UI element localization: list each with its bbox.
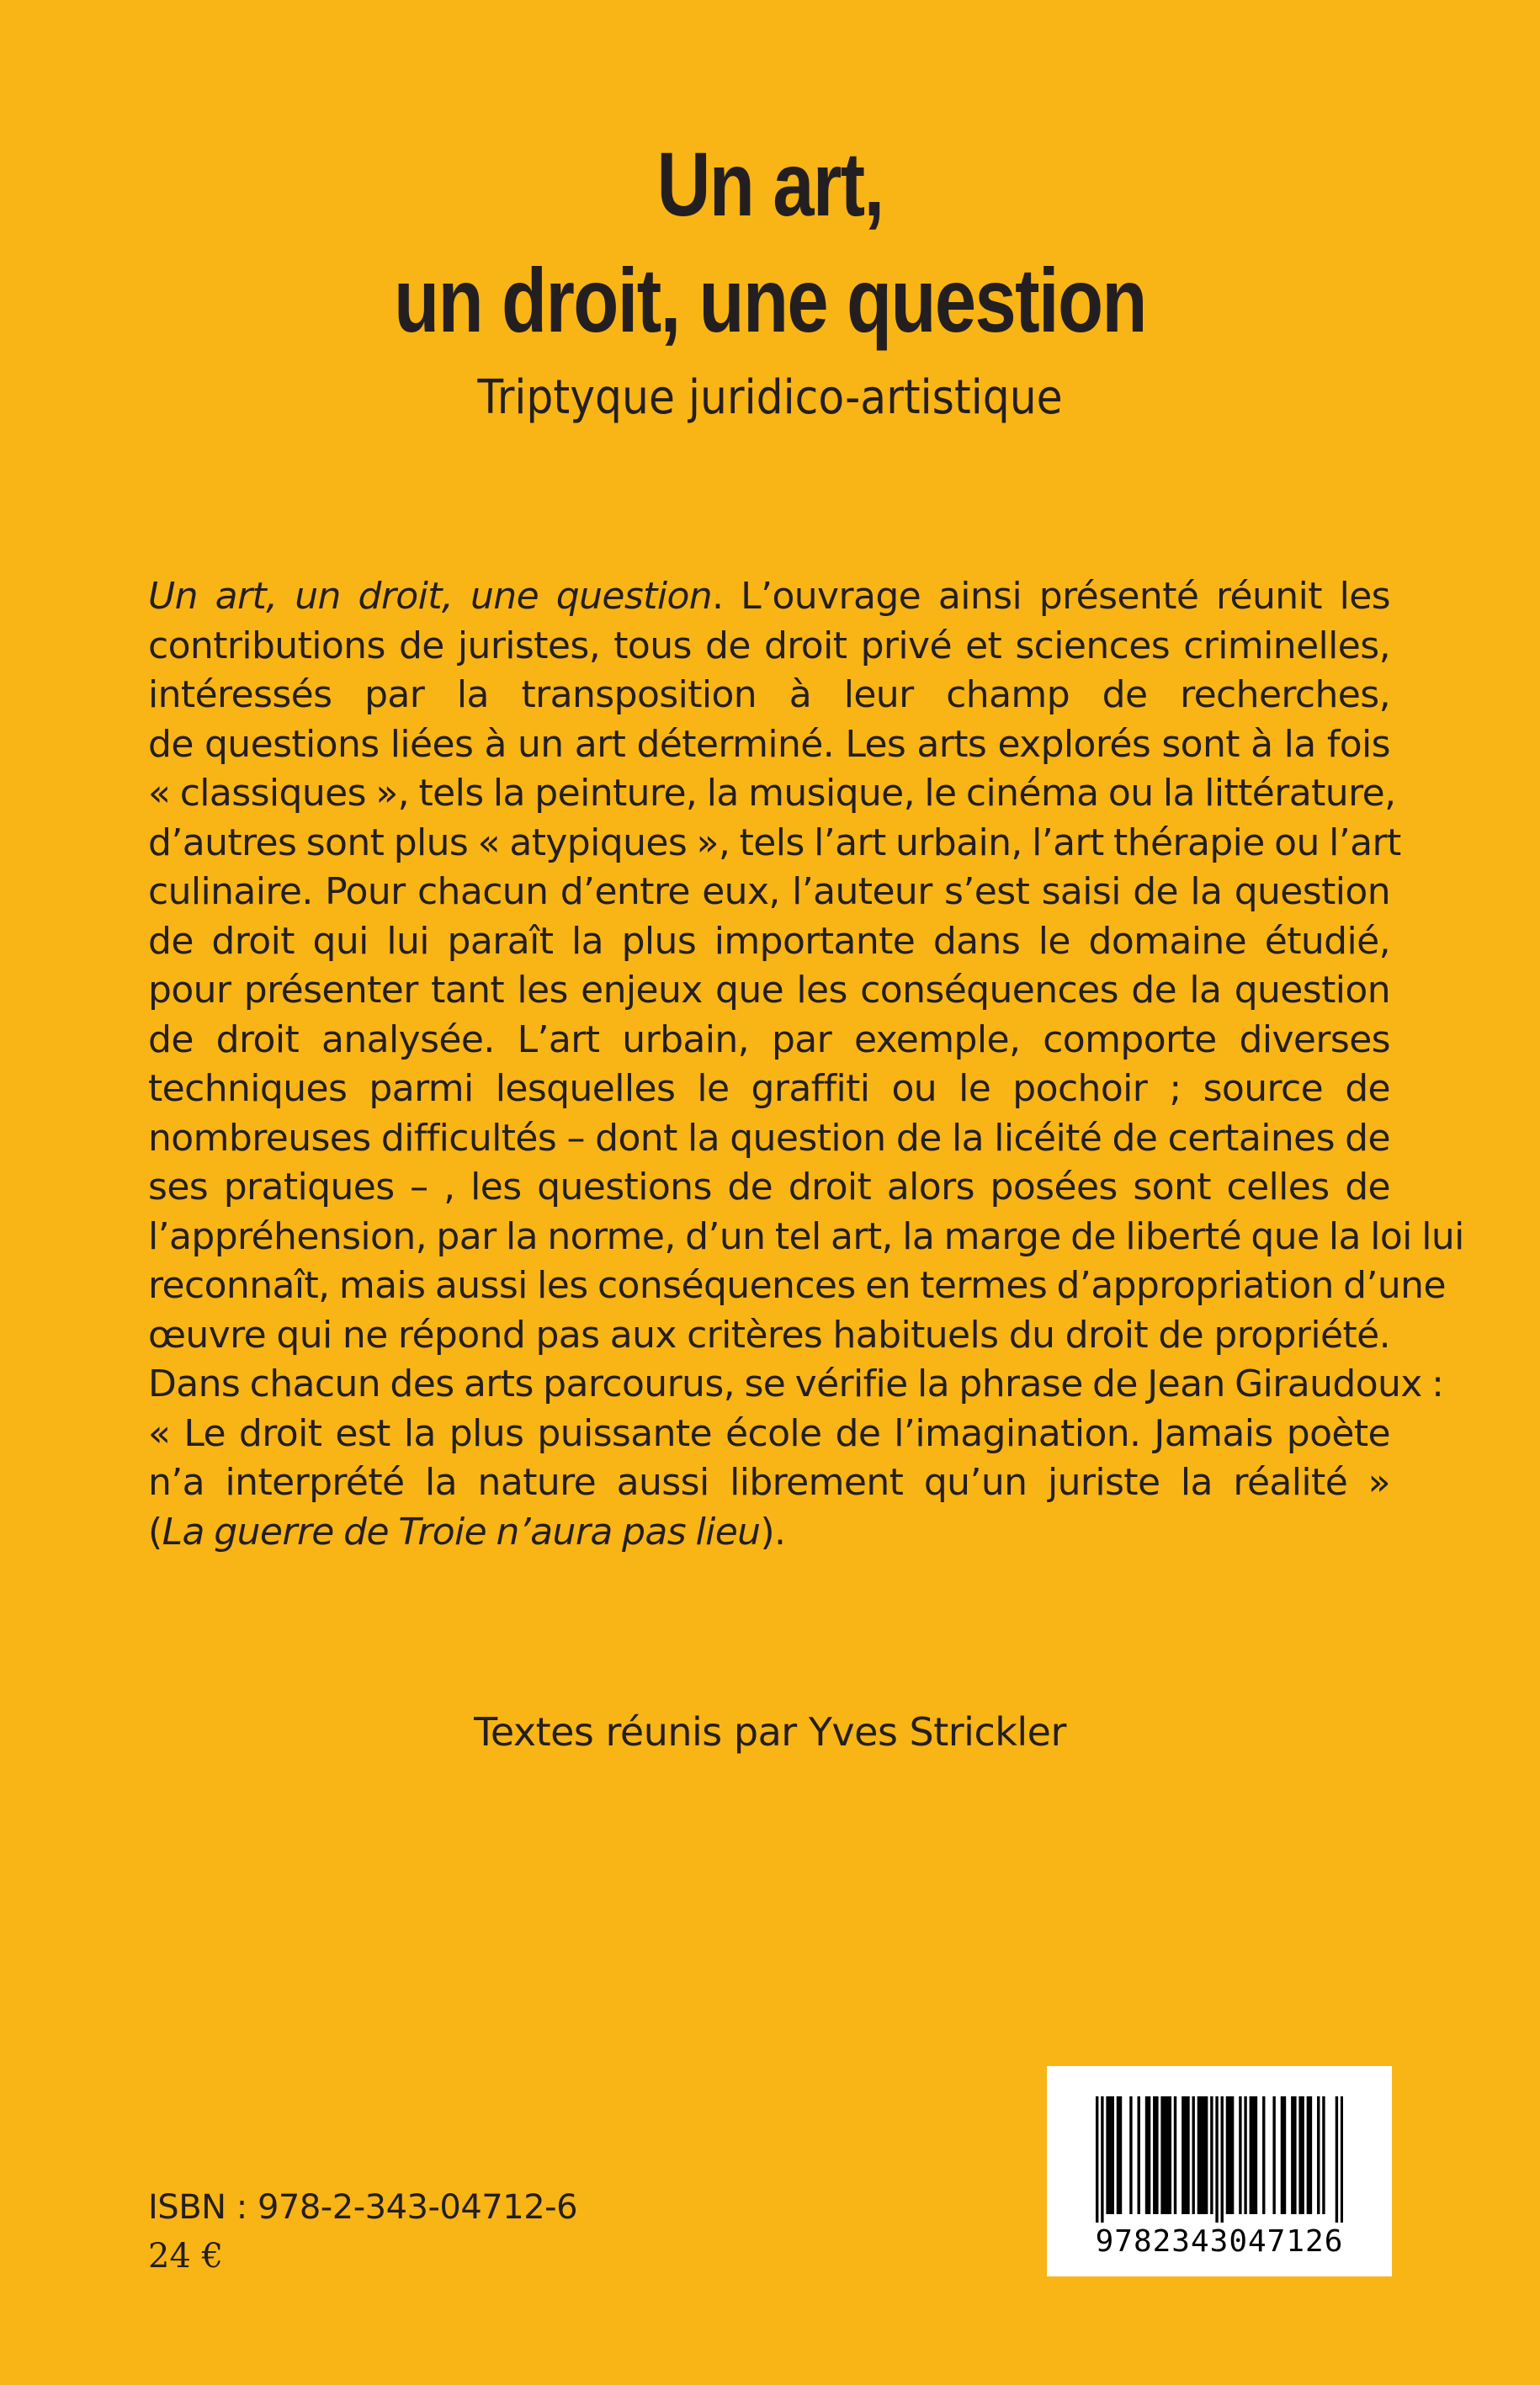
blurb-line: n’a interprété la nature aussi librement qu’un juriste la réalité » — [148, 1461, 1390, 1504]
barcode-bar — [1155, 2096, 1158, 2214]
barcode-bar — [1096, 2096, 1098, 2223]
barcode-bar — [1252, 2096, 1255, 2214]
barcode-bar — [1341, 2096, 1343, 2223]
barcode-bar — [1163, 2096, 1166, 2214]
barcode-bar — [1281, 2096, 1283, 2214]
barcode-bar — [1293, 2096, 1296, 2214]
barcode-bar — [1255, 2096, 1257, 2214]
barcode-bar — [1231, 2096, 1234, 2214]
barcode-bar — [1184, 2096, 1187, 2214]
barcode-bar — [1322, 2096, 1325, 2214]
barcode-bar — [1182, 2096, 1184, 2214]
barcode-number: 9782343047126 — [1095, 2224, 1344, 2259]
barcode-bar — [1197, 2096, 1200, 2214]
barcode-bar — [1307, 2096, 1309, 2214]
barcode-bar — [1108, 2096, 1111, 2214]
blurb-line: d’autres sont plus « atypiques », tels l’art urbain, l’art thérapie ou l’art — [148, 821, 1401, 864]
barcode-bar — [1101, 2096, 1103, 2223]
barcode-bar — [1262, 2096, 1265, 2214]
barcode-bar — [1203, 2096, 1205, 2214]
blurb-line: contributions de juristes, tous de droit privé et sciences criminelles, — [148, 624, 1390, 667]
barcode-bar — [1239, 2096, 1241, 2214]
barcode-bar — [1187, 2096, 1189, 2214]
barcode-bar — [1169, 2096, 1171, 2214]
barcode-bar — [1119, 2096, 1122, 2214]
barcode-bar — [1301, 2096, 1304, 2214]
barcode-bar — [1192, 2096, 1195, 2214]
barcode-bar — [1117, 2096, 1119, 2214]
barcode-icon — [1096, 2096, 1343, 2223]
barcode-bar — [1138, 2096, 1140, 2214]
barcode-bar — [1291, 2096, 1293, 2214]
book-title-line-2: un droit, une question — [394, 249, 1146, 351]
barcode-bar — [1166, 2096, 1169, 2214]
barcode-bar — [1244, 2096, 1246, 2214]
blurb-line: pour présenter tant les enjeux que les conséquences de la question — [148, 969, 1390, 1012]
barcode-bar — [1336, 2096, 1338, 2223]
barcode-bar — [1226, 2096, 1229, 2214]
price-text: 24 € — [148, 2237, 224, 2276]
blurb-line: de droit qui lui paraît la plus importante dans le domaine étudié, — [148, 919, 1390, 963]
blurb-line: œuvre qui ne répond pas aux critères habituels du droit de propriété. — [148, 1313, 1390, 1357]
barcode-bar — [1112, 2096, 1114, 2214]
barcode-bar — [1221, 2096, 1224, 2223]
blurb-line: nombreuses difficultés – dont la question de la licéité de certaines de — [148, 1116, 1390, 1160]
blurb-line: ses pratiques – , les questions de droit alors posées sont celles de — [148, 1166, 1390, 1208]
barcode-bar — [1174, 2096, 1176, 2214]
blurb-line: techniques parmi lesquelles le graffiti ou le pochoir ; source de — [148, 1067, 1390, 1110]
editor-credit: Textes réunis par Yves Strickler — [474, 1709, 1066, 1755]
barcode-bar — [1129, 2096, 1132, 2214]
barcode-bar — [1272, 2096, 1275, 2214]
barcode-bar — [1317, 2096, 1320, 2214]
book-subtitle: Triptyque juridico-artistique — [477, 370, 1063, 425]
barcode-bar — [1148, 2096, 1150, 2214]
blurb-line: l’appréhension, par la norme, d’un tel art, la marge de liberté que la loi lui — [148, 1214, 1464, 1258]
back-cover-blurb — [148, 572, 1464, 1557]
barcode-bar — [1200, 2096, 1203, 2214]
barcode-bar — [1160, 2096, 1163, 2214]
isbn-text: ISBN : 978-2-343-04712-6 — [148, 2188, 578, 2227]
barcode-bar — [1145, 2096, 1148, 2214]
blurb-line: Un art, un droit, une question. L’ouvrage ainsi présenté réunit les — [148, 575, 1390, 618]
barcode-bar — [1283, 2096, 1286, 2214]
book-title — [139, 126, 1402, 359]
blurb-line: de questions liées à un art déterminé. Les arts explorés sont à la fois — [148, 722, 1390, 766]
book-title-line-1: Un art, — [656, 133, 884, 235]
barcode-bar — [1298, 2096, 1301, 2214]
barcode-bar — [1210, 2096, 1213, 2214]
blurb-line: reconnaît, mais aussi les conséquences en termes d’appropriation d’une — [148, 1264, 1446, 1307]
barcode-bar — [1309, 2096, 1312, 2214]
blurb-line: culinaire. Pour chacun d’entre eux, l’auteur s’est saisi de la question — [148, 870, 1390, 913]
blurb-line: « Le droit est la plus puissante école de l’imagination. Jamais poète — [148, 1411, 1390, 1455]
barcode-bar — [1106, 2096, 1108, 2214]
blurb-line: (La guerre de Troie n’aura pas lieu). — [148, 1510, 786, 1554]
blurb-line: intéressés par la transposition à leur champ de recherches, — [148, 673, 1390, 716]
barcode — [1047, 2066, 1392, 2276]
barcode-bar — [1153, 2096, 1155, 2214]
cited-work-italic: La guerre de Troie n’aura pas lieu — [162, 1510, 761, 1554]
barcode-bar — [1229, 2096, 1231, 2214]
blurb-line: Dans chacun des arts parcourus, se vérifie la phrase de Jean Giraudoux : — [148, 1362, 1444, 1405]
barcode-bar — [1250, 2096, 1252, 2214]
blurb-line: de droit analysée. L’art urbain, par exemple, comporte diverses — [148, 1017, 1390, 1061]
blurb-title-italic: Un art, un droit, une question — [148, 575, 713, 618]
barcode-bar — [1215, 2096, 1218, 2223]
barcode-bar — [1205, 2096, 1208, 2214]
blurb-line: « classiques », tels la peinture, la musique, le cinéma ou la littérature, — [148, 772, 1396, 815]
